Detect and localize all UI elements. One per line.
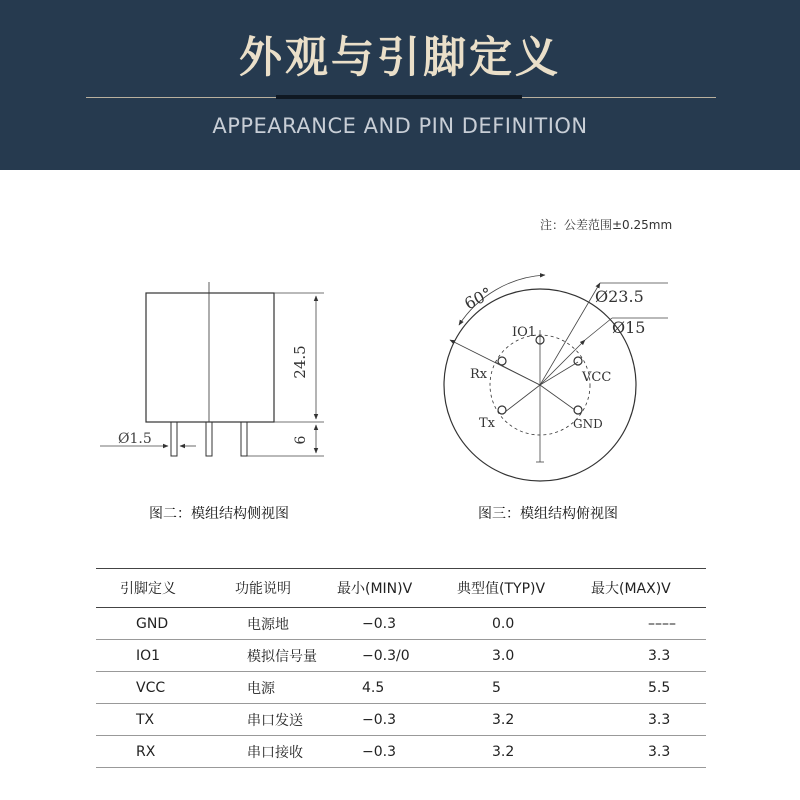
dim-inner-diameter-label: Ø15 xyxy=(612,318,646,337)
cell-pin: VCC xyxy=(96,672,233,704)
cell-max: 3.3 xyxy=(590,640,706,672)
cell-function: 串口接收 xyxy=(233,736,336,768)
cell-pin: GND xyxy=(96,608,233,640)
top-view-caption: 图三：模组结构俯视图 xyxy=(478,506,618,522)
pin-label-gnd: GND xyxy=(573,417,603,431)
col-header-min: 最小(MIN)V xyxy=(336,569,456,608)
cell-pin: TX xyxy=(96,704,233,736)
dim-body-height-label: 24.5 xyxy=(291,345,309,379)
cell-max: 3.3 xyxy=(590,736,706,768)
cell-min: −0.3 xyxy=(336,736,456,768)
cell-function: 模拟信号量 xyxy=(233,640,336,672)
cell-min: −0.3 xyxy=(336,704,456,736)
pin-label-vcc: VCC xyxy=(582,370,612,385)
pin-label-tx: Tx xyxy=(479,416,496,431)
cell-min: 4.5 xyxy=(336,672,456,704)
side-view-caption: 图二：模组结构侧视图 xyxy=(149,506,289,522)
cell-typ: 3.2 xyxy=(456,704,590,736)
cell-typ: 5 xyxy=(456,672,590,704)
title-english: APPEARANCE AND PIN DEFINITION xyxy=(212,114,588,138)
dim-pin-diameter-label: Ø1.5 xyxy=(118,431,152,447)
dim-pin-length-label: 6 xyxy=(293,435,309,445)
cell-function: 电源地 xyxy=(233,608,336,640)
title-chinese: 外观与引脚定义 xyxy=(239,33,561,83)
cell-function: 电源 xyxy=(233,672,336,704)
cell-pin: IO1 xyxy=(96,640,233,672)
cell-min: −0.3/0 xyxy=(336,640,456,672)
cell-max: –––– xyxy=(590,608,706,640)
col-header-pin: 引脚定义 xyxy=(96,569,233,608)
cell-min: −0.3 xyxy=(336,608,456,640)
col-header-max: 最大(MAX)V xyxy=(590,569,706,608)
cell-function: 串口发送 xyxy=(233,704,336,736)
angle-label: 60° xyxy=(461,283,496,314)
table-row xyxy=(96,704,706,736)
cell-typ: 0.0 xyxy=(456,608,590,640)
tolerance-note: 注：公差范围±0.25mm xyxy=(540,218,673,232)
dim-outer-diameter-label: Ø23.5 xyxy=(595,287,644,306)
table-row xyxy=(96,672,706,704)
cell-max: 3.3 xyxy=(590,704,706,736)
table-row xyxy=(96,736,706,768)
cell-pin: RX xyxy=(96,736,233,768)
col-header-typ: 典型值(TYP)V xyxy=(456,569,590,608)
table-row xyxy=(96,608,706,640)
cell-max: 5.5 xyxy=(590,672,706,704)
cell-typ: 3.2 xyxy=(456,736,590,768)
col-header-function: 功能说明 xyxy=(233,569,336,608)
pin-label-io1: IO1 xyxy=(512,325,537,340)
table-header-row xyxy=(96,569,706,608)
cell-typ: 3.0 xyxy=(456,640,590,672)
pin-label-rx: Rx xyxy=(470,367,488,382)
pin-spec-table xyxy=(96,568,706,768)
table-row xyxy=(96,640,706,672)
